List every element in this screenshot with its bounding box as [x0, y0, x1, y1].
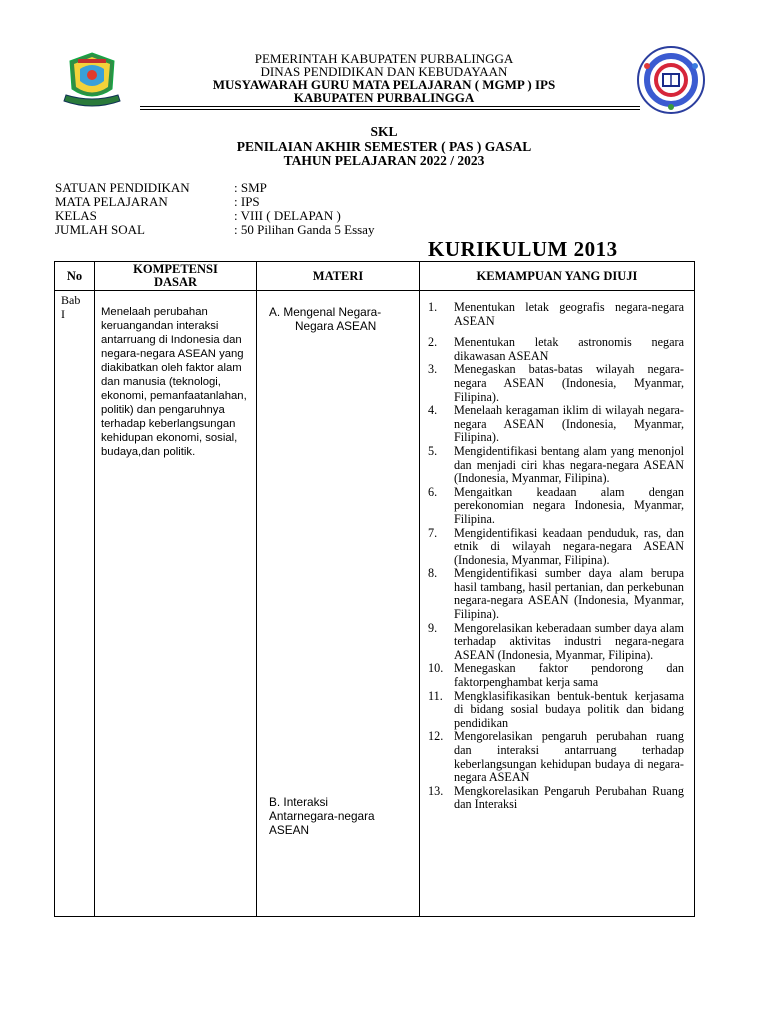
materi-b-line2: Antarnegara-negara [269, 809, 375, 823]
list-item-number: 1. [428, 300, 438, 314]
list-item [428, 336, 684, 363]
doc-year: TAHUN PELAJARAN 2022 / 2023 [283, 153, 485, 168]
list-item-number: 9. [428, 620, 438, 635]
list-item [428, 690, 684, 731]
row-no-text: Bab I [61, 293, 81, 321]
materi-a [269, 305, 381, 333]
list-item-text: Mengidentifikasi sumber daya alam berupa hasil tambang, hasil pertanian, dan perkebunan negara-negara ASEAN (Indonesia, Myanmar, Filipina). [454, 566, 684, 622]
info-value: : IPS [234, 194, 260, 209]
list-item [428, 486, 684, 527]
materi-b-line1: B. Interaksi [269, 795, 329, 809]
doc-subtitle: PENILAIAN AKHIR SEMESTER ( PAS ) GASAL [236, 139, 532, 154]
header-no: No [55, 262, 95, 291]
doc-title: SKL [370, 124, 398, 139]
list-item [428, 662, 684, 689]
list-item-text: Mengkorelasikan Pengaruh Perubahan Ruang dan Interaksi [454, 783, 684, 812]
info-label: JUMLAH SOAL [55, 222, 145, 237]
row-materi-cell [257, 291, 420, 917]
materi-a-line2: Negara ASEAN [295, 319, 377, 333]
row-kd-text: Menelaah perubahan keruangandan interaksi antarruang di Indonesia dan negara-negara ASEAN yang diakibatkan oleh faktor alam dan manusia (teknologi, ekonomi, pemanfaatanlahan, politik) dan pengaruhnya terhadap keberlangsungan kehidupan ekonomi, sosial, budaya,dan politik. [101, 306, 247, 458]
list-item-text: Menegaskan faktor pendorong dan faktorpenghambat kerja sama [454, 661, 684, 690]
materi-a-line1: A. Mengenal Negara- [269, 305, 382, 319]
header-line-2: DINAS PENDIDIKAN DAN KEBUDAYAAN [260, 64, 508, 79]
row-no [55, 291, 95, 917]
header-line-1: PEMERINTAH KABUPATEN PURBALINGGA [254, 51, 514, 66]
row-kemampuan-cell [420, 291, 695, 917]
list-item-text: Mengorelasikan keberadaan sumber daya alam terhadap aktivitas industri negara-negara ASEAN (Indonesia, Myanmar, Filipina). [454, 620, 684, 662]
list-item-text: Mengaitkan keadaan alam dengan perekonomian negara Indonesia, Myanmar, Filipina. [454, 484, 684, 526]
info-label: MATA PELAJARAN [55, 194, 168, 209]
list-item-number: 7. [428, 525, 438, 540]
table-row [55, 291, 695, 917]
list-item-text: Mengorelasikan pengaruh perubahan ruang dan interaksi antarruang terhadap keberlangsungan kehidupan budaya di negara-negara ASEAN [454, 729, 684, 785]
info-value: : SMP [234, 180, 267, 195]
header-rule-thin [140, 109, 640, 110]
list-item-number: 11. [428, 688, 443, 703]
header-rule [140, 106, 640, 107]
list-item-number: 12. [428, 729, 444, 744]
list-item [428, 785, 684, 812]
materi-b [269, 795, 375, 837]
list-item [428, 730, 684, 784]
skl-table [54, 261, 695, 917]
list-item [428, 622, 684, 663]
header-kd-text: KOMPETENSI DASAR [133, 262, 218, 289]
row-kd-cell [95, 291, 257, 917]
header-kompetensi-dasar [95, 262, 257, 291]
list-item-number: 2. [428, 335, 438, 350]
list-item [428, 567, 684, 621]
kurikulum-heading: KURIKULUM 2013 [428, 237, 618, 261]
list-item [428, 527, 684, 568]
materi-container [257, 291, 419, 916]
kemampuan-list [420, 291, 694, 812]
list-item [428, 445, 684, 486]
list-item [428, 404, 684, 445]
info-value: : 50 Pilihan Ganda 5 Essay [234, 222, 375, 237]
list-item-text: Menentukan letak astronomis negara dikawasan ASEAN [454, 335, 684, 363]
list-item-number: 10. [428, 661, 444, 676]
header-line-4: KABUPATEN PURBALINGGA [293, 90, 475, 105]
list-item-number: 3. [428, 362, 438, 377]
header-materi: MATERI [257, 262, 420, 291]
header-line-3: MUSYAWARAH GURU MATA PELAJARAN ( MGMP ) IPS [212, 77, 556, 92]
info-label: SATUAN PENDIDIKAN [55, 180, 190, 195]
list-item-number: 8. [428, 566, 438, 581]
info-value: : VIII ( DELAPAN ) [234, 208, 341, 223]
info-label: KELAS [55, 208, 97, 223]
list-item [428, 301, 684, 328]
list-item-text: Mengidentifikasi bentang alam yang menonjol dan menjadi ciri khas negara-negara ASEAN (Indonesia, Myanmar, Filipina). [454, 443, 684, 486]
materi-b-line3: ASEAN [269, 823, 309, 837]
header-kemampuan: KEMAMPUAN YANG DIUJI [420, 262, 695, 291]
list-item-number: 13. [428, 783, 444, 798]
list-item-number: 4. [428, 403, 438, 418]
list-item-text: Menentukan letak geografis negara-negara ASEAN [454, 300, 684, 328]
list-item-number: 6. [428, 484, 438, 499]
list-item-text: Menelaah keragaman iklim di wilayah negara-negara ASEAN (Indonesia, Myanmar, Filipina). [454, 403, 684, 445]
list-item-text: Mengklasifikasikan bentuk-bentuk kerjasama di bidang sosial budaya politik dan bidang pendidikan [454, 688, 684, 730]
list-item-number: 5. [428, 443, 438, 458]
list-item-text: Mengidentifikasi keadaan penduduk, ras, dan etnik di wilayah negara-negara ASEAN (Indonesia, Myanmar, Filipina). [454, 525, 684, 567]
list-item-text: Menegaskan batas-batas wilayah negara-negara ASEAN (Indonesia, Myanmar, Filipina). [454, 362, 684, 404]
list-item [428, 363, 684, 404]
